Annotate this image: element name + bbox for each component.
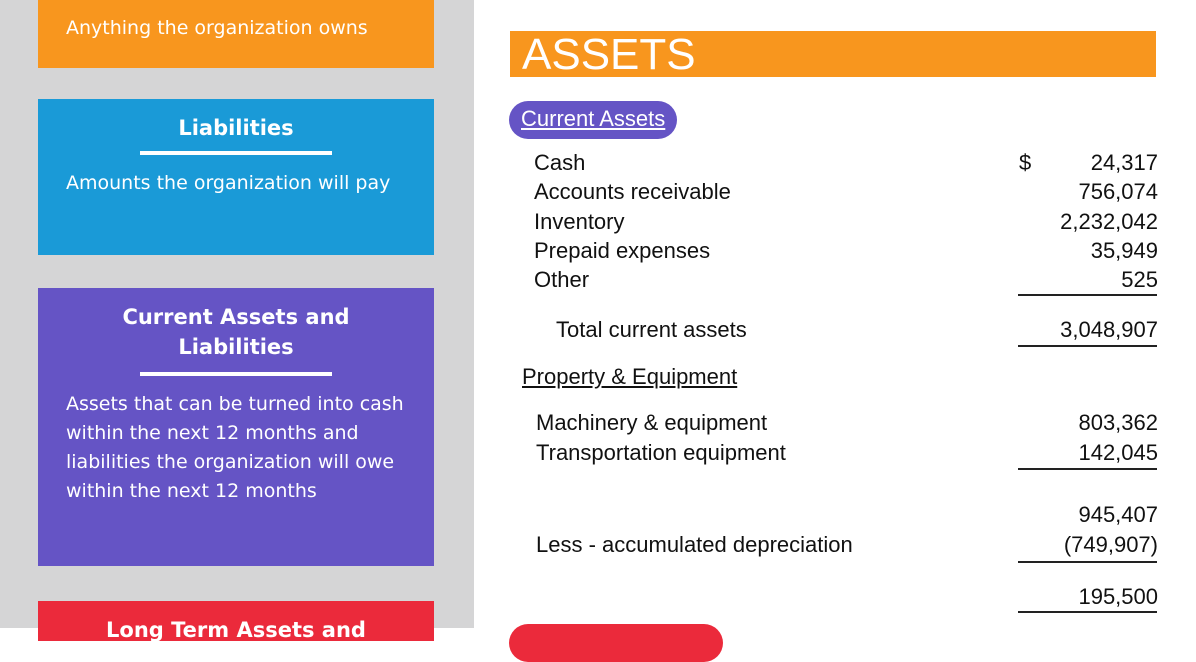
current-title: Current Assets and Liabilities [122,305,350,359]
line-item [534,148,1158,177]
subtotal-row [536,500,1158,529]
depreciation-value: (749,907) [1063,532,1158,557]
assets-description: Anything the organization owns [66,17,368,39]
line-item-value: 142,045 [1078,440,1158,465]
depreciation-row [536,530,1158,559]
line-item-value: 2,232,042 [1060,209,1158,234]
longterm-title: Long Term Assets and [106,618,366,642]
line-item [536,408,1158,437]
current-divider [140,372,332,376]
property-subtotal-value: 945,407 [1078,502,1158,527]
line-item-label: Prepaid expenses [534,238,711,263]
definitions-panel [0,0,474,642]
line-item-value: 803,362 [1078,410,1158,435]
total-rule [1018,345,1157,347]
balance-sheet [474,0,1196,628]
subtotal-rule [1018,468,1157,470]
total-rule [1018,611,1157,613]
current-assets-tag: Current Assets [509,101,677,139]
liabilities-description: Amounts the organization will pay [66,172,391,194]
depreciation-label: Less - accumulated depreciation [536,532,853,557]
assets-heading-bar [510,31,1156,77]
line-item [534,177,1158,206]
assets-heading: ASSETS [522,30,696,79]
net-property-row [536,582,1158,611]
subtotal-rule [1018,561,1157,563]
longterm-definition-card [38,601,434,641]
net-property-value: 195,500 [1078,584,1158,609]
line-item-label: Transportation equipment [536,440,786,465]
current-description: Assets that can be turned into cash within the next 12 months and liabilities the organization will owe within the next 12 months [66,393,404,502]
line-item-label: Other [534,267,590,292]
line-item-label: Inventory [534,209,625,234]
currency-symbol: $ [1019,150,1032,175]
subtotal-rule [1018,294,1157,296]
line-item-value: 525 [1121,267,1158,292]
line-item [536,438,1158,467]
liabilities-divider [140,151,332,155]
line-item-value: 24,317 [1090,150,1158,175]
line-item-label: Accounts receivable [534,179,731,204]
property-equipment-heading: Property & Equipment [522,364,738,389]
total-value: 3,048,907 [1060,317,1158,342]
assets-definition-card [38,0,434,68]
liabilities-title: Liabilities [178,116,294,140]
line-item-label: Machinery & equipment [536,410,768,435]
line-item [534,207,1158,236]
total-row [556,315,1158,344]
line-item-value: 35,949 [1090,238,1158,263]
total-label: Total current assets [556,317,747,342]
liabilities-definition-card [38,99,434,255]
current-definition-card [38,288,434,566]
line-item-label: Cash [534,150,586,175]
next-section-tag [509,624,723,662]
line-item [534,265,1158,294]
line-item [534,236,1158,265]
line-item-value: 756,074 [1078,179,1158,204]
